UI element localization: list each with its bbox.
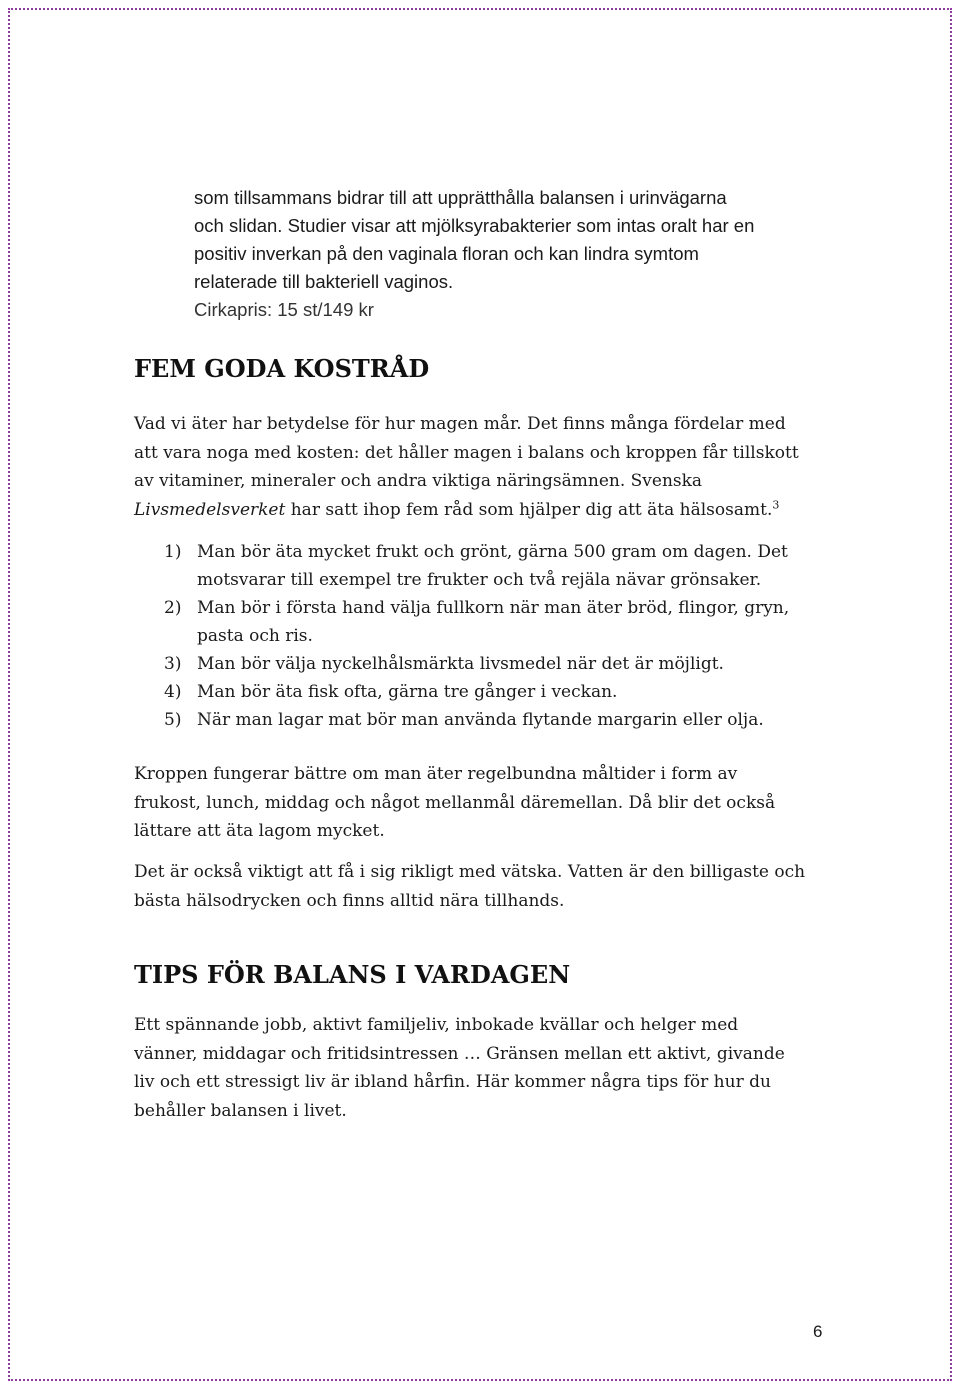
fluids-paragraph xyxy=(134,858,834,915)
list-item-line: motsvarar till exempel tre frukter och två rejäla nävar grönsaker. xyxy=(197,570,762,590)
list-number: 3) xyxy=(164,654,182,674)
livsmedelsverket-name: Livsmedelsverket xyxy=(134,499,286,520)
list-item xyxy=(164,538,844,594)
paragraph-line: att vara noga med kosten: det håller magen i balans och kroppen får tillskott xyxy=(134,442,799,463)
paragraph-line: bästa hälsodrycken och finns alltid nära tillhands. xyxy=(134,890,565,911)
intro-line: som tillsammans bidrar till att upprätthålla balansen i urinvägarna xyxy=(194,187,727,208)
intro-line: positiv inverkan på den vaginala floran och kan lindra symtom xyxy=(194,243,699,264)
paragraph-line xyxy=(134,496,834,525)
list-item-line: Man bör äta mycket frukt och grönt, gärna 500 gram om dagen. Det xyxy=(197,542,788,562)
paragraph-line: Kroppen fungerar bättre om man äter regelbundna måltider i form av xyxy=(134,764,738,784)
section-heading-kostrad: FEM GODA KOSTRÅD xyxy=(134,354,430,383)
balance-paragraph xyxy=(134,1011,834,1125)
paragraph-line: Vad vi äter har betydelse för hur magen mår. Det finns många fördelar med xyxy=(134,414,786,434)
intro-line: och slidan. Studier visar att mjölksyrabakterier som intas oralt har en xyxy=(194,215,755,236)
list-number: 2) xyxy=(164,598,182,618)
list-item-line: Man bör i första hand välja fullkorn när man äter bröd, flingor, gryn, xyxy=(197,598,790,618)
list-number: 4) xyxy=(164,682,182,702)
meals-paragraph xyxy=(134,760,834,846)
list-item xyxy=(164,594,844,650)
paragraph-line: liv och ett stressigt liv är ibland hårfin. Här kommer några tips för hur du xyxy=(134,1072,771,1092)
paragraph-line: av vitaminer, mineraler och andra viktiga näringsämnen. Svenska xyxy=(134,471,703,491)
footnote-marker: 3 xyxy=(772,497,780,511)
paragraph-line: Ett spännande jobb, aktivt familjeliv, inbokade kvällar och helger med xyxy=(134,1015,739,1035)
paragraph-line: lättare att äta lagom mycket. xyxy=(134,821,385,841)
intro-line: relaterade till bakteriell vaginos. xyxy=(194,271,454,292)
paragraph-line: behåller balansen i livet. xyxy=(134,1100,347,1121)
section-heading-tips: TIPS FÖR BALANS I VARDAGEN xyxy=(134,960,571,989)
paragraph-line: vänner, middagar och fritidsintressen … Gränsen mellan ett aktivt, givande xyxy=(134,1043,785,1064)
list-item-line: pasta och ris. xyxy=(197,626,313,646)
list-item-line: Man bör äta fisk ofta, gärna tre gånger i veckan. xyxy=(197,682,618,702)
list-item xyxy=(164,678,844,706)
list-item xyxy=(164,650,844,678)
paragraph-line: Det är också viktigt att få i sig rikligt med vätska. Vatten är den billigaste och xyxy=(134,862,806,882)
list-item-line: När man lagar mat bör man använda flytande margarin eller olja. xyxy=(197,710,764,730)
kostrad-list xyxy=(164,538,844,734)
paragraph-line: frukost, lunch, middag och något mellanmål däremellan. Då blir det också xyxy=(134,792,776,813)
kostrad-intro-paragraph xyxy=(134,410,834,524)
list-item-line: Man bör välja nyckelhålsmärkta livsmedel när det är möjligt. xyxy=(197,654,724,674)
paragraph-text: har satt ihop fem råd som hjälper dig att äta hälsosamt. xyxy=(285,499,773,520)
page-number: 6 xyxy=(813,1322,823,1341)
list-item xyxy=(164,706,844,734)
price-line: Cirkapris: 15 st/149 kr xyxy=(194,299,374,320)
list-number: 5) xyxy=(164,710,182,730)
list-number: 1) xyxy=(164,542,182,562)
intro-paragraph xyxy=(194,184,834,296)
